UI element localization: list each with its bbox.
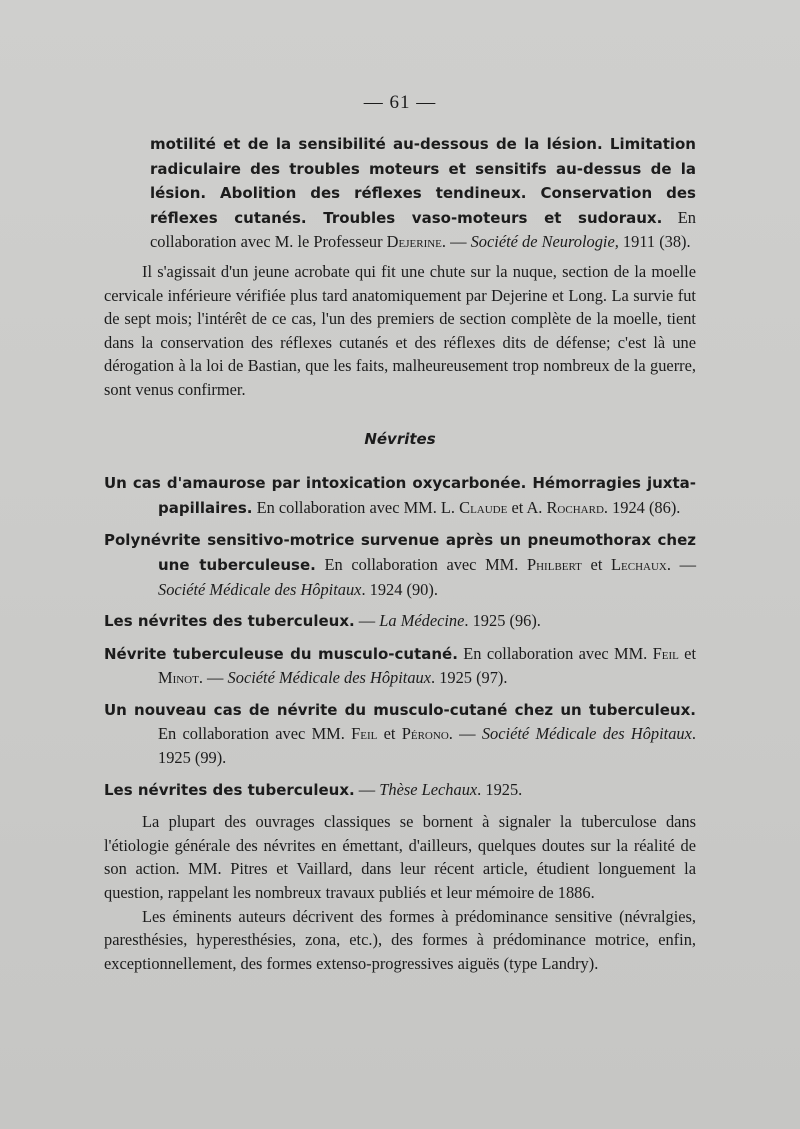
bibliography-entry bbox=[104, 471, 696, 520]
entry-author: Feil bbox=[351, 724, 378, 744]
entry-author: Minot bbox=[158, 668, 199, 688]
entry-ref: . 1925 (99). bbox=[158, 724, 696, 768]
entry-ref: . 1925 (96). bbox=[464, 611, 541, 631]
entry-sep: — bbox=[354, 779, 380, 799]
page-content bbox=[104, 132, 696, 975]
bibliography-entry bbox=[104, 642, 696, 690]
entry-title: Les névrites des tuberculeux. bbox=[104, 780, 355, 799]
page-number: — 61 — bbox=[363, 92, 437, 113]
lead-sep: . — bbox=[441, 232, 471, 252]
paragraph-2: La plupart des ouvrages classiques se bornent à signaler la tuberculose dans l'étiologie générale des névrites en émettant, d'ailleurs, quelques doutes sur la réalité de son action. MM. Pitres et Vaillard, dans leur récent article, étudient longuement la question, rappelant les nombreux travaux publiés et leur mémoire de 1886. bbox=[104, 812, 696, 903]
entry-journal: Société Médicale des Hôpitaux bbox=[481, 724, 692, 744]
bibliography-entry bbox=[104, 698, 696, 770]
entry-journal: La Médecine bbox=[379, 611, 465, 631]
bibliography-entry bbox=[104, 528, 696, 601]
entry-title: Les névrites des tuberculeux. bbox=[104, 612, 355, 631]
entry-author: Philbert bbox=[527, 554, 582, 574]
entry-and: et A. bbox=[507, 497, 547, 517]
entry-journal: Thèse Lechaux bbox=[379, 779, 478, 799]
entry-title: Un nouveau cas de névrite du musculo-cutané chez un tuberculeux. bbox=[104, 700, 696, 719]
lead-collab: En collaboration avec M. le Professeur bbox=[150, 207, 696, 252]
entry-collab: En collaboration avec MM. bbox=[315, 554, 527, 574]
entry-author: Lechaux bbox=[611, 554, 667, 574]
entry-author: Feil bbox=[652, 643, 679, 663]
entry-ref: . 1924 (86). bbox=[603, 497, 681, 517]
section-title: Névrites bbox=[364, 429, 436, 448]
entry-sep: . — bbox=[198, 668, 228, 688]
entry-sep: . — bbox=[448, 724, 482, 744]
entry-journal: Société Médicale des Hôpitaux bbox=[158, 579, 362, 599]
lead-author: Dejerine bbox=[386, 232, 442, 252]
entry-and: et bbox=[678, 643, 697, 663]
entry-sep: . — bbox=[666, 554, 697, 574]
entry-ref: . 1924 (90). bbox=[361, 579, 438, 599]
entry-collab: En collaboration avec MM. L. bbox=[252, 497, 460, 517]
entry-and: et bbox=[581, 554, 612, 574]
entry-ref: . 1925 (97). bbox=[431, 668, 508, 688]
lead-ref: 1911 (38). bbox=[618, 232, 691, 252]
lead-bold-text: motilité et de la sensibilité au-dessous de la lésion. Limitation radiculaire des troubles moteurs et sensitifs au-dessus de la lésion. Abolition des réflexes tendineux. Conservation des réflexes cutanés. Troubles vaso-moteurs et sudoraux. bbox=[150, 135, 696, 227]
entry-title: Névrite tuberculeuse du musculo-cutané. bbox=[104, 644, 458, 663]
entry-collab: En collaboration avec MM. bbox=[457, 643, 653, 663]
lead-entry bbox=[104, 132, 696, 254]
entry-ref: . 1925. bbox=[477, 779, 523, 799]
bibliography-entry bbox=[104, 609, 696, 634]
paragraph-1: Il s'agissait d'un jeune acrobate qui fit une chute sur la nuque, section de la moelle cervicale inférieure vérifiée plus tard anatomiquement par Dejerine et Long. La survie fut de sept mois; l'intérêt de ce cas, l'un des premiers de section complète de la moelle, tient dans la conservation des réflexes cutanés et des réflexes dits de défense; c'est là une dérogation à la loi de Bastian, que les faits, malheureusement trop nombreux de la guerre, sont venus confirmer. bbox=[104, 261, 696, 399]
entry-title: Polynévrite sensitivo-motrice survenue après un pneumothorax chez une tuberculeuse. bbox=[104, 531, 696, 574]
entry-author: Claude bbox=[459, 497, 508, 517]
entry-collab: En collaboration avec MM. bbox=[158, 724, 352, 744]
bibliography-entry bbox=[104, 778, 696, 803]
entry-journal: Société Médicale des Hôpitaux bbox=[227, 668, 431, 688]
paragraph-3: Les éminents auteurs décrivent des formes à prédominance sensitive (névralgies, paresthésies, hyperesthésies, zona, etc.), des formes à prédominance motrice, enfin, exceptionnellement, des formes extenso-progressives aiguës (type Landry). bbox=[104, 906, 696, 973]
entry-author: Pérono bbox=[401, 724, 449, 744]
entry-title: Un cas d'amaurose par intoxication oxycarbonée. Hémorragies juxta-papillaires. bbox=[104, 474, 696, 517]
lead-journal: Société de Neurologie, bbox=[470, 232, 619, 252]
entry-and: et bbox=[377, 724, 402, 744]
entry-author: Rochard bbox=[546, 497, 604, 517]
entry-sep: — bbox=[354, 611, 380, 631]
